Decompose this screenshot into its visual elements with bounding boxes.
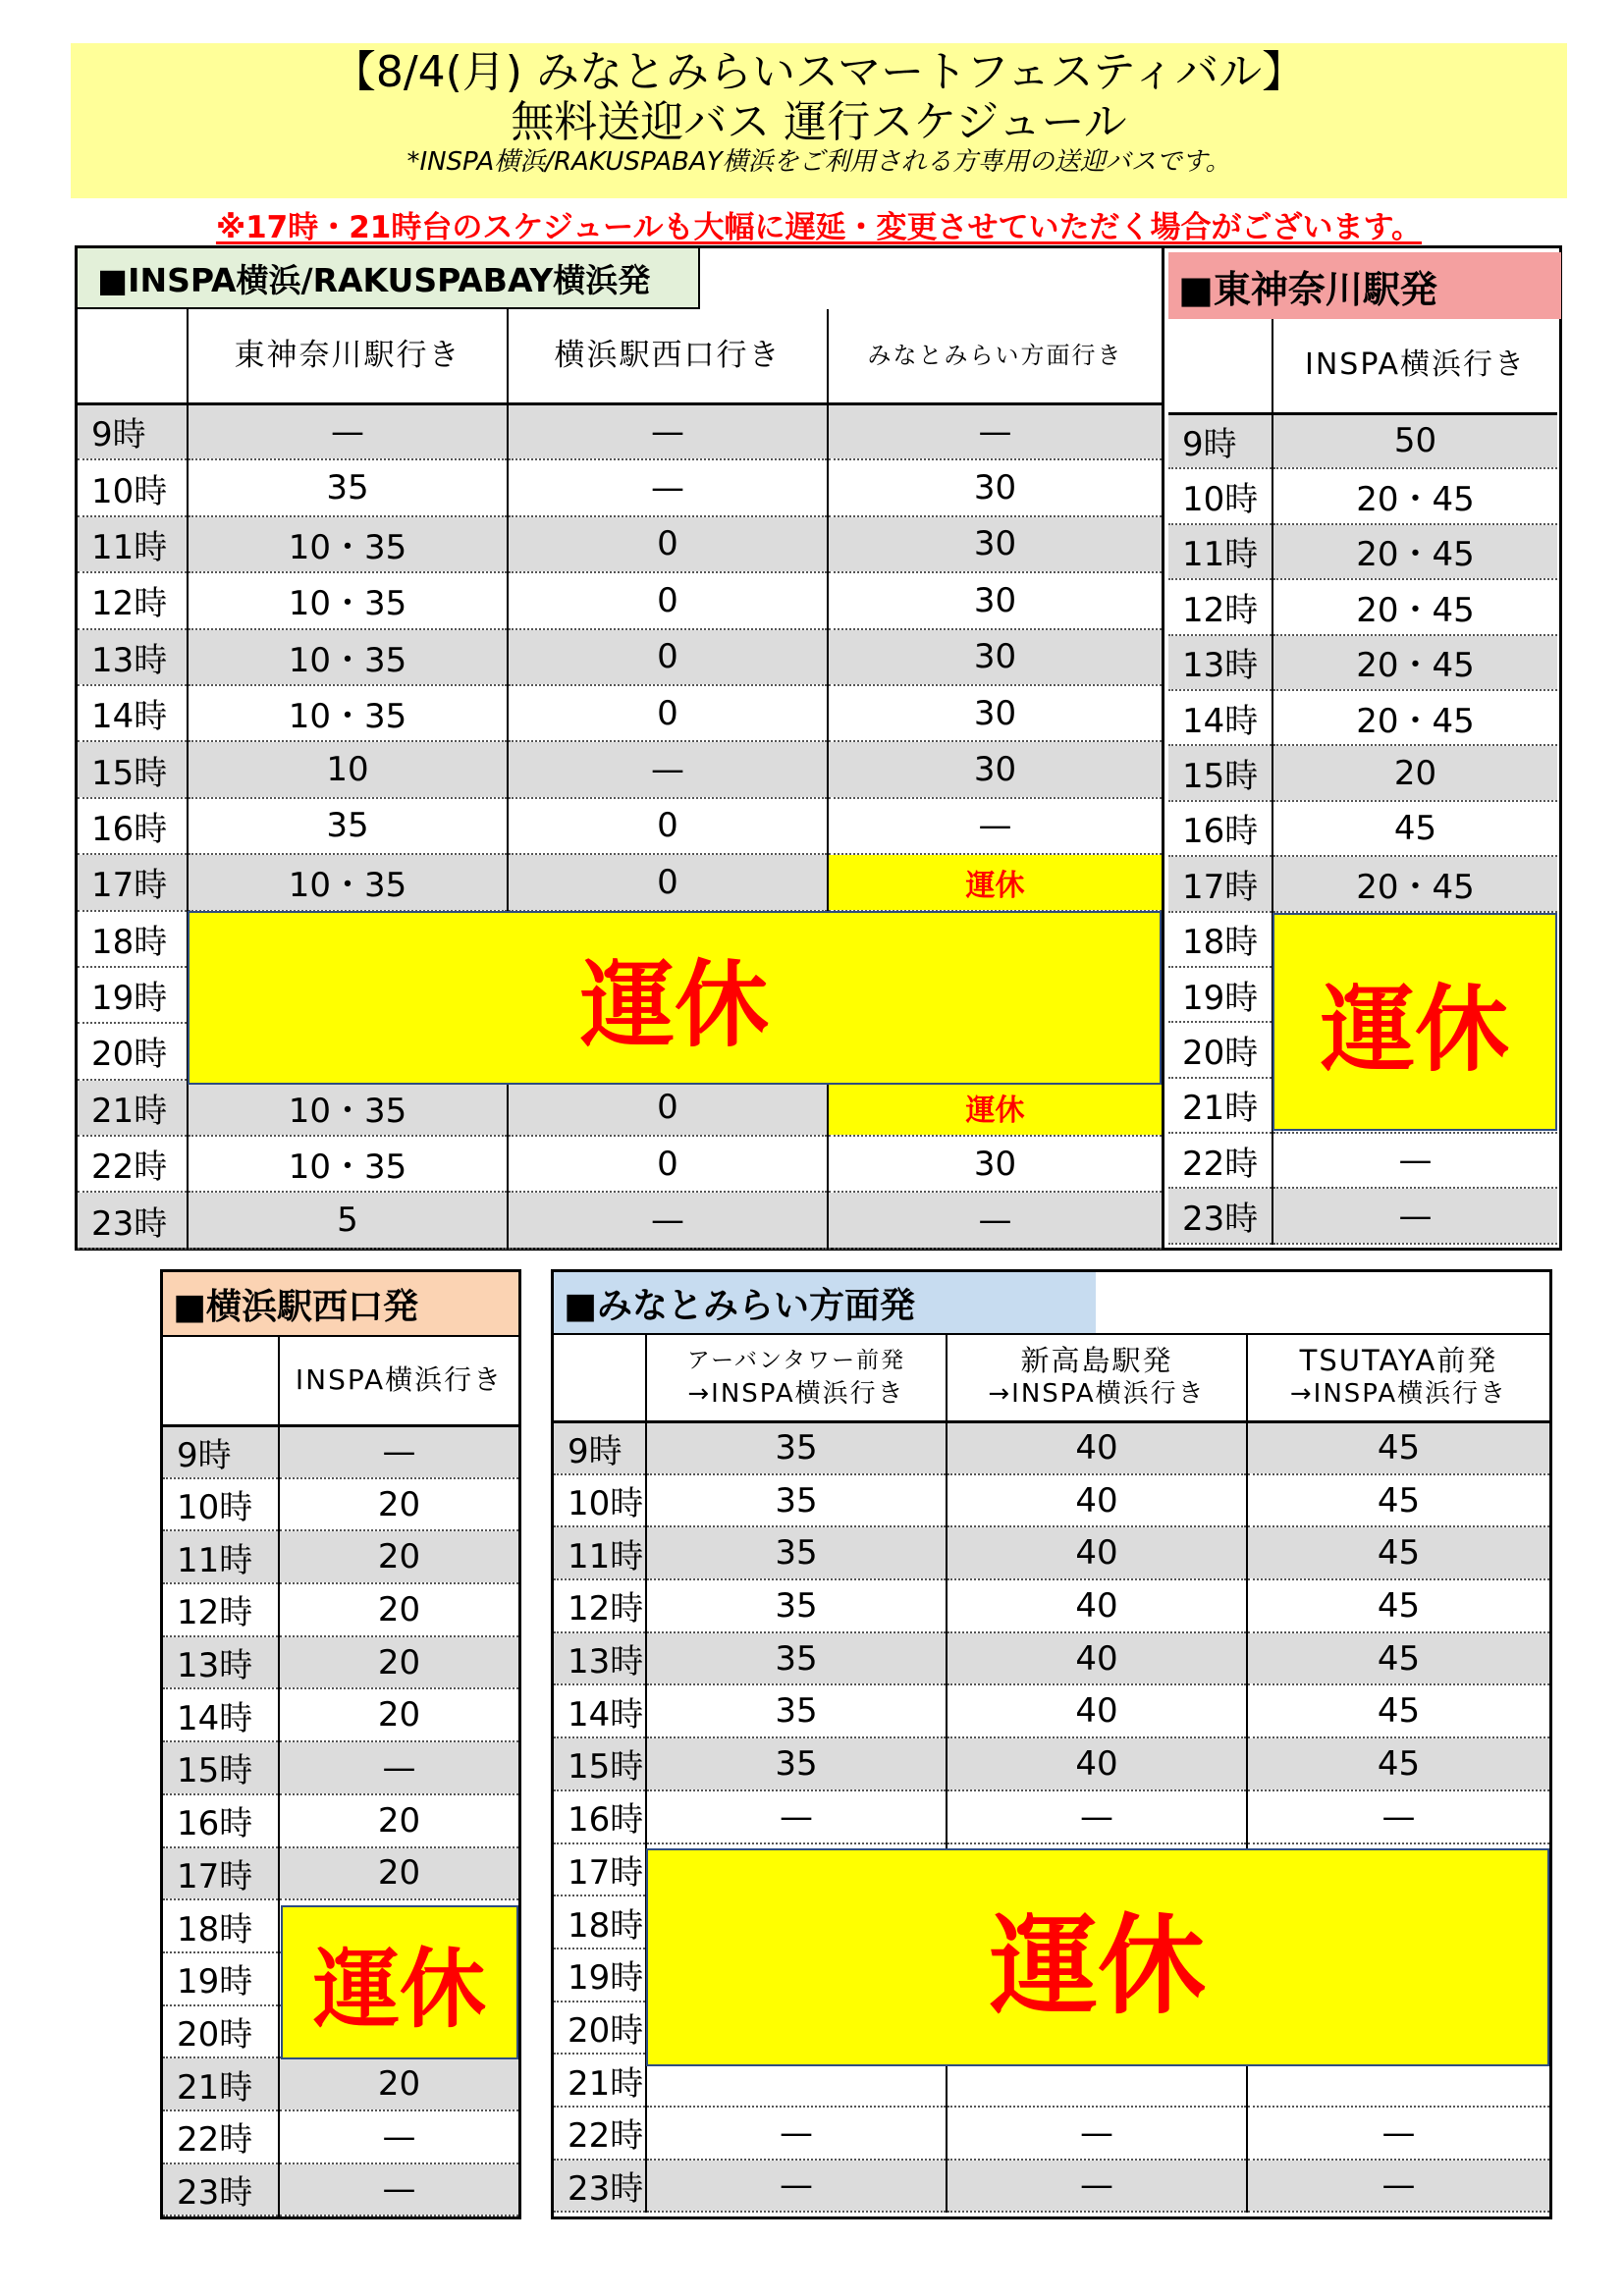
time-cell: 35 (646, 1474, 947, 1527)
table-row (1168, 1188, 1557, 1243)
inspa-panel-title: ■INSPA横浜/RAKUSPABAY横浜発 (78, 248, 700, 309)
hour-cell: 12時 (1168, 579, 1272, 634)
time-cell: — (508, 459, 828, 515)
hour-cell: 20時 (1168, 1022, 1272, 1077)
hour-cell: 14時 (163, 1688, 279, 1741)
table-row (163, 2110, 518, 2163)
hour-cell: 15時 (554, 1737, 646, 1790)
hour-cell: 9時 (554, 1421, 646, 1474)
time-cell: 40 (947, 1737, 1247, 1790)
table-row (78, 798, 1162, 854)
col-header: INSPA横浜行き (279, 1337, 518, 1425)
time-cell: — (279, 2110, 518, 2163)
hour-cell: 19時 (554, 1949, 646, 2002)
table-row (554, 1526, 1549, 1579)
hour-cell: 23時 (554, 2160, 646, 2213)
hour-cell: 13時 (554, 1632, 646, 1685)
hour-cell: 21時 (78, 1080, 188, 1136)
hour-cell: 17時 (163, 1847, 279, 1900)
event-title: 【8/4(月) みなとみらいスマートフェスティバル】 (332, 47, 1306, 97)
hour-cell: 23時 (163, 2163, 279, 2216)
time-cell: 0 (508, 572, 828, 628)
delay-notice: ※17時・21時台のスケジュールも大幅に遅延・変更させていただく場合がございます。 (215, 210, 1423, 245)
minato-panel-title: ■みなとみらい方面発 (554, 1272, 1096, 1333)
time-cell: 30 (828, 685, 1162, 741)
table-row (163, 1478, 518, 1531)
yokohama-panel-title: ■横浜駅西口発 (163, 1272, 518, 1337)
time-cell: — (828, 403, 1162, 459)
time-cell: 35 (188, 798, 508, 854)
table-row (78, 1136, 1162, 1192)
time-cell: 40 (947, 1579, 1247, 1632)
time-cell: 45 (1247, 1526, 1549, 1579)
time-cell: 20・45 (1272, 635, 1557, 690)
hour-cell: 20時 (554, 2002, 646, 2055)
table-row (1168, 1133, 1557, 1188)
hour-cell: 22時 (78, 1136, 188, 1192)
hour-cell: 19時 (78, 967, 188, 1023)
hour-cell: 16時 (163, 1794, 279, 1847)
hour-cell: 19時 (163, 1952, 279, 2005)
time-cell: 10・35 (188, 1136, 508, 1192)
closed-block: 運休 (188, 911, 1162, 1085)
col-header: 横浜駅西口行き (508, 309, 828, 403)
time-cell: — (646, 2107, 947, 2160)
time-cell: 35 (646, 1632, 947, 1685)
hour-cell: 23時 (78, 1192, 188, 1248)
time-cell: 10・35 (188, 516, 508, 572)
table-row (1168, 745, 1557, 800)
hour-cell: 17時 (554, 1843, 646, 1896)
time-cell: 20 (279, 1794, 518, 1847)
time-cell: 5 (188, 1192, 508, 1248)
time-cell: 10 (188, 741, 508, 797)
hour-cell: 18時 (163, 1899, 279, 1952)
table-row (163, 1794, 518, 1847)
time-cell: 30 (828, 741, 1162, 797)
time-cell: 0 (508, 854, 828, 910)
closed-block: 運休 (1272, 913, 1557, 1131)
table-row (1168, 856, 1557, 911)
time-cell: — (188, 403, 508, 459)
time-cell: 20・45 (1272, 690, 1557, 745)
time-cell: — (279, 2163, 518, 2216)
table-row (78, 403, 1162, 459)
hour-cell: 20時 (78, 1023, 188, 1079)
hour-cell: 17時 (78, 854, 188, 910)
inspa-panel (75, 245, 1164, 1251)
hour-cell: 21時 (554, 2054, 646, 2107)
time-cell: 20 (279, 1688, 518, 1741)
hour-cell: 15時 (78, 741, 188, 797)
hour-header (1168, 319, 1272, 413)
table-row (78, 629, 1162, 685)
page-header (71, 43, 1567, 198)
hour-cell: 14時 (1168, 690, 1272, 745)
time-cell: 35 (646, 1737, 947, 1790)
time-cell: 45 (1247, 1579, 1549, 1632)
time-cell: — (828, 1192, 1162, 1248)
table-row (554, 2160, 1549, 2213)
hour-cell: 20時 (163, 2005, 279, 2058)
time-cell: — (646, 2160, 947, 2213)
hour-cell: 9時 (1168, 413, 1272, 468)
time-cell: — (508, 403, 828, 459)
time-cell: 40 (947, 1684, 1247, 1737)
table-row (554, 1474, 1549, 1527)
table-row (163, 1583, 518, 1636)
time-cell: — (1247, 2107, 1549, 2160)
time-cell: 45 (1247, 1632, 1549, 1685)
time-cell: 0 (508, 516, 828, 572)
hour-cell: 22時 (163, 2110, 279, 2163)
time-cell: 20 (279, 1478, 518, 1531)
table-row (554, 1421, 1549, 1474)
time-cell: 0 (508, 1136, 828, 1192)
hour-cell: 16時 (78, 798, 188, 854)
table-row (163, 1847, 518, 1900)
hour-cell: 18時 (78, 911, 188, 967)
time-cell: 0 (508, 798, 828, 854)
hour-cell: 16時 (554, 1790, 646, 1843)
time-cell: 10・35 (188, 1080, 508, 1136)
time-cell: 20 (279, 1530, 518, 1583)
table-row (163, 1688, 518, 1741)
hour-header (554, 1335, 646, 1421)
table-row (1168, 690, 1557, 745)
hour-cell: 10時 (163, 1478, 279, 1531)
hour-header (78, 309, 188, 403)
schedule-title: 無料送迎バス 運行スケジュール (511, 97, 1127, 147)
time-cell: — (508, 741, 828, 797)
time-cell: 45 (1247, 1684, 1549, 1737)
time-cell: 30 (828, 629, 1162, 685)
time-cell: 運休 (828, 1080, 1162, 1136)
hour-cell: 12時 (78, 572, 188, 628)
time-cell: 50 (1272, 413, 1557, 468)
hour-cell: 18時 (554, 1896, 646, 1949)
table-row (78, 685, 1162, 741)
minato-timetable (554, 1335, 1549, 2213)
table-row (78, 1192, 1162, 1248)
col-header: INSPA横浜行き (1272, 319, 1557, 413)
hour-cell: 14時 (554, 1684, 646, 1737)
time-cell: 20 (1272, 745, 1557, 800)
time-cell: 0 (508, 629, 828, 685)
time-cell: 40 (947, 1526, 1247, 1579)
table-row (163, 2057, 518, 2110)
table-row (78, 459, 1162, 515)
hour-cell: 16時 (1168, 801, 1272, 856)
table-row (78, 572, 1162, 628)
time-cell: 45 (1247, 1421, 1549, 1474)
time-cell: 45 (1247, 1474, 1549, 1527)
table-row (1168, 579, 1557, 634)
hour-cell: 22時 (554, 2107, 646, 2160)
time-cell: — (508, 1192, 828, 1248)
time-cell: — (1272, 1188, 1557, 1243)
time-cell: 20・45 (1272, 468, 1557, 523)
hour-cell: 9時 (163, 1425, 279, 1478)
time-cell: 35 (188, 459, 508, 515)
table-row (1168, 468, 1557, 523)
time-cell: 20・45 (1272, 579, 1557, 634)
time-cell: — (947, 2160, 1247, 2213)
col-header: 東神奈川駅行き (188, 309, 508, 403)
hour-header (163, 1337, 279, 1425)
time-cell: — (279, 1741, 518, 1794)
time-cell: 20 (279, 1636, 518, 1689)
time-cell: 45 (1272, 801, 1557, 856)
closed-block: 運休 (281, 1905, 518, 2059)
col-header: 新高島駅発 →INSPA横浜行き (947, 1335, 1247, 1421)
table-row (78, 1080, 1162, 1136)
table-row (554, 2107, 1549, 2160)
table-row (163, 1741, 518, 1794)
table-row (554, 1684, 1549, 1737)
yokohama-panel (160, 1269, 521, 2219)
time-cell: 40 (947, 1421, 1247, 1474)
hour-cell: 12時 (163, 1583, 279, 1636)
time-cell: 20・45 (1272, 856, 1557, 911)
time-cell: 10・35 (188, 572, 508, 628)
closed-block: 運休 (646, 1848, 1549, 2066)
table-row (163, 1530, 518, 1583)
time-cell: 35 (646, 1579, 947, 1632)
time-cell: 20 (279, 1583, 518, 1636)
time-cell: 運休 (828, 854, 1162, 910)
col-header: TSUTAYA前発 →INSPA横浜行き (1247, 1335, 1549, 1421)
hour-cell: 13時 (78, 629, 188, 685)
table-row (163, 2163, 518, 2216)
table-row (1168, 524, 1557, 579)
table-row (554, 1737, 1549, 1790)
time-cell: — (828, 798, 1162, 854)
time-cell: — (947, 1790, 1247, 1843)
table-row (163, 1636, 518, 1689)
table-row (78, 516, 1162, 572)
hour-cell: 23時 (1168, 1188, 1272, 1243)
higashi-panel-title: ■東神奈川駅発 (1168, 252, 1561, 319)
table-row (78, 854, 1162, 910)
hour-cell: 17時 (1168, 856, 1272, 911)
hour-cell: 22時 (1168, 1133, 1272, 1188)
higashi-panel (1162, 245, 1562, 1251)
table-row (1168, 413, 1557, 468)
hour-cell: 19時 (1168, 967, 1272, 1022)
table-row (554, 1632, 1549, 1685)
hour-cell: 11時 (1168, 524, 1272, 579)
table-row (1168, 801, 1557, 856)
yokohama-timetable (163, 1337, 518, 2216)
schedule-note: *INSPA横浜/RAKUSPABAY横浜をご利用される方専用の送迎バスです。 (406, 147, 1231, 177)
time-cell: 0 (508, 685, 828, 741)
hour-cell: 21時 (163, 2057, 279, 2110)
hour-cell: 13時 (1168, 635, 1272, 690)
time-cell: 0 (508, 1080, 828, 1136)
hour-cell: 14時 (78, 685, 188, 741)
time-cell: 35 (646, 1526, 947, 1579)
time-cell: 20 (279, 1847, 518, 1900)
table-row (554, 1579, 1549, 1632)
table-row (163, 1425, 518, 1478)
time-cell: — (1247, 1790, 1549, 1843)
time-cell: — (646, 1790, 947, 1843)
hour-cell: 10時 (78, 459, 188, 515)
inspa-timetable (78, 309, 1162, 1250)
table-row (78, 741, 1162, 797)
hour-cell: 11時 (163, 1530, 279, 1583)
col-header: アーバンタワー前発 →INSPA横浜行き (646, 1335, 947, 1421)
time-cell: 20・45 (1272, 524, 1557, 579)
time-cell: 35 (646, 1684, 947, 1737)
hour-cell: 12時 (554, 1579, 646, 1632)
table-row (554, 1790, 1549, 1843)
hour-cell: 10時 (1168, 468, 1272, 523)
col-header: みなとみらい方面行き (828, 309, 1162, 403)
time-cell: 20 (279, 2057, 518, 2110)
time-cell: — (947, 2107, 1247, 2160)
time-cell: — (279, 1425, 518, 1478)
hour-cell: 13時 (163, 1636, 279, 1689)
hour-cell: 10時 (554, 1474, 646, 1527)
time-cell: 10・35 (188, 854, 508, 910)
hour-cell: 9時 (78, 403, 188, 459)
hour-cell: 15時 (1168, 745, 1272, 800)
time-cell: 10・35 (188, 685, 508, 741)
hour-cell: 11時 (554, 1526, 646, 1579)
hour-cell: 18時 (1168, 912, 1272, 967)
time-cell: 40 (947, 1632, 1247, 1685)
time-cell: 30 (828, 459, 1162, 515)
time-cell: 30 (828, 516, 1162, 572)
time-cell: 40 (947, 1474, 1247, 1527)
minato-panel (551, 1269, 1552, 2219)
table-row (1168, 635, 1557, 690)
time-cell: 30 (828, 572, 1162, 628)
hour-cell: 11時 (78, 516, 188, 572)
time-cell: 30 (828, 1136, 1162, 1192)
hour-cell: 21時 (1168, 1078, 1272, 1133)
time-cell: — (1247, 2160, 1549, 2213)
hour-cell: 15時 (163, 1741, 279, 1794)
time-cell: 10・35 (188, 629, 508, 685)
time-cell: 35 (646, 1421, 947, 1474)
time-cell: — (1272, 1133, 1557, 1188)
time-cell: 45 (1247, 1737, 1549, 1790)
